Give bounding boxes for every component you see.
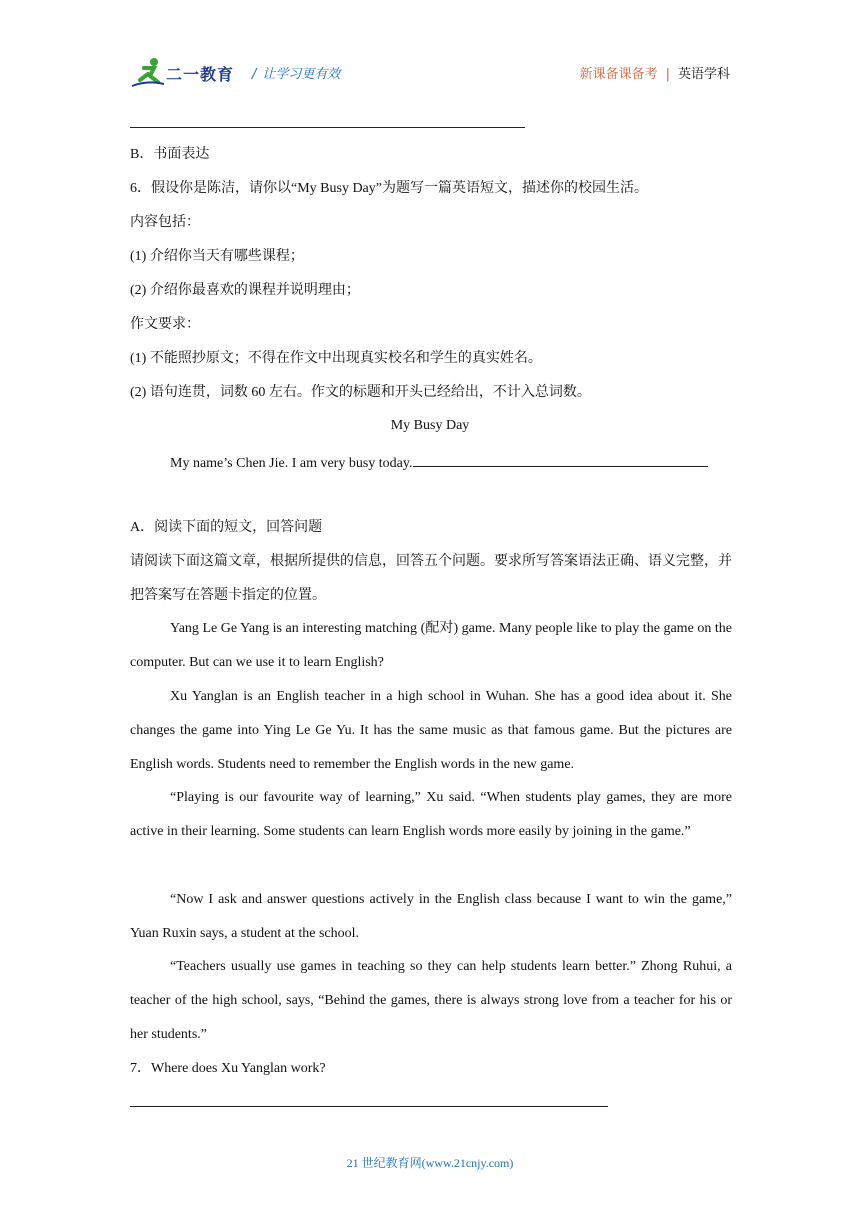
content-item-1: (1) 介绍你当天有哪些课程； — [130, 249, 304, 264]
header-subject — [580, 63, 730, 82]
passage-paragraph-5: “Teachers usually use games in teaching so they can help students learn better.” Zhong Ruhui, a teacher of the high school, says, “Behind the games, there is always strong love from a teacher for his or her students.” — [130, 959, 732, 1042]
essay-answer-blank[interactable] — [413, 452, 708, 467]
content-label: 内容包括： — [130, 215, 200, 230]
logo-text: 二一教育 — [166, 65, 235, 84]
header-separator: | — [665, 67, 670, 82]
instruction: 请阅读下面这篇文章，根据所提供的信息，回答五个问题。要求所写答案语法正确、语义完整，并把答案写在答题卡指定的位置。 — [130, 554, 732, 603]
footer: 21 世纪教育网(www.21cnjy.com) — [346, 1156, 514, 1170]
page-header — [130, 56, 730, 90]
header-category: 新课备课备考 — [579, 67, 658, 82]
section-b-title: B．书面表达 — [130, 147, 210, 162]
header-subject-name: 英语学科 — [677, 67, 730, 82]
section-a-title: A．阅读下面的短文，回答问题 — [130, 520, 323, 535]
logo — [130, 56, 240, 90]
essay-start — [170, 452, 708, 473]
essay-title: My Busy Day — [390, 418, 470, 433]
content-item-2: (2) 介绍你最喜欢的课程并说明理由； — [130, 283, 360, 298]
passage-paragraph-2: Xu Yanglan is an English teacher in a high school in Wuhan. She has a good idea about it. She changes the game into Ying Le Ge Yu. It has the same music as that famous game. But the pictures are English words. Students need to remember the English words in the new game. — [130, 689, 732, 772]
runner-logo-icon — [130, 56, 166, 90]
passage-paragraph-3: “Playing is our favourite way of learning,” Xu said. “When students play games, they are more active in their learning. Some students can learn English words more easily by joining in the game.” — [130, 790, 732, 839]
requirement-2: (2) 语句连贯，词数 60 左右。作文的标题和开头已经给出，不计入总词数。 — [130, 385, 591, 400]
question-7: 7．Where does Xu Yanglan work? — [130, 1061, 326, 1076]
passage-paragraph-1: Yang Le Ge Yang is an interesting matching (配对) game. Many people like to play the game on the computer. But can we use it to learn English? — [130, 621, 732, 670]
question-6: 6．假设你是陈洁，请你以“My Busy Day”为题写一篇英语短文，描述你的校园生活。 — [130, 181, 648, 196]
slogan: / 让学习更有效 — [252, 67, 341, 82]
passage-paragraph-4: “Now I ask and answer questions actively in the English class because I want to win the game,” Yuan Ruxin says, a student at the school. — [130, 892, 732, 941]
requirement-1: (1) 不能照抄原文；不得在作文中出现真实校名和学生的真实姓名。 — [130, 351, 542, 366]
essay-start-text: My name’s Chen Jie. I am very busy today. — [170, 456, 413, 471]
answer-line-q7[interactable] — [130, 1106, 608, 1107]
answer-line-top — [130, 127, 525, 128]
requirements-label: 作文要求： — [130, 317, 200, 332]
slogan-text: 让学习更有效 — [262, 67, 341, 82]
